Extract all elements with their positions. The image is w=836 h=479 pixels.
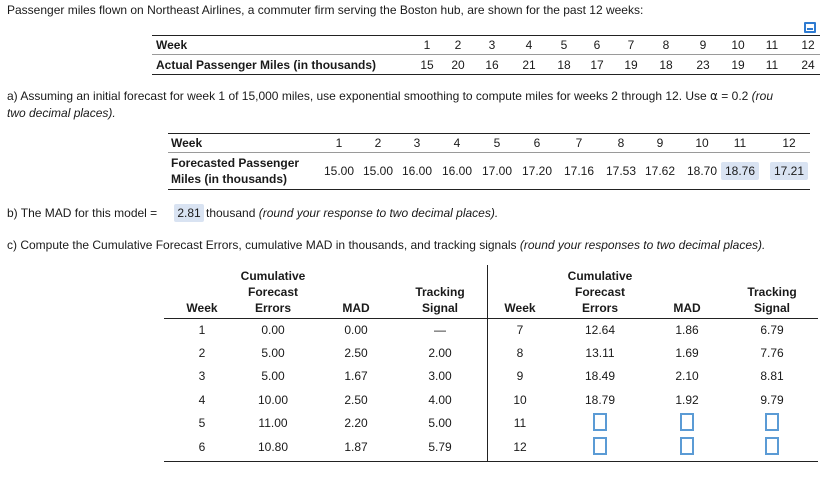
tracking-bottom-border xyxy=(164,461,818,462)
forecast-week-cell: 3 xyxy=(413,136,421,150)
week-number-cell: 11 xyxy=(765,38,779,52)
header-cfe-line2: Forecast xyxy=(574,285,626,299)
actual-miles-cell: 18 xyxy=(557,58,571,72)
forecast-value-cell: 17.16 xyxy=(563,164,595,178)
part-b-prefix: b) The MAD for this model = xyxy=(7,206,158,220)
table-center-divider xyxy=(487,265,488,461)
alpha-symbol: α xyxy=(710,89,718,103)
forecast-top-border xyxy=(168,133,810,134)
header-week: Week xyxy=(186,301,218,315)
actual-miles-cell: 19 xyxy=(624,58,638,72)
cfe-input[interactable] xyxy=(593,437,607,455)
forecast-value-cell: 16.00 xyxy=(441,164,473,178)
tracking-signal-input[interactable] xyxy=(765,437,779,455)
forecast-value-cell: 17.20 xyxy=(521,164,553,178)
row-tracking-signal: 2.00 xyxy=(428,346,452,360)
week-row-label: Week xyxy=(156,38,188,52)
actual-miles-row-label: Actual Passenger Miles (in thousands) xyxy=(156,58,377,72)
row-tracking-signal: 6.79 xyxy=(760,323,784,337)
actual-miles-cell: 24 xyxy=(801,58,815,72)
row-mad: 1.92 xyxy=(675,393,699,407)
week-number-cell: 1 xyxy=(423,38,431,52)
actual-miles-cell: 20 xyxy=(451,58,465,72)
row-week: 3 xyxy=(198,369,206,383)
part-c-main: c) Compute the Cumulative Forecast Errors, cumulative MAD in thousands, and tracking signals xyxy=(7,238,520,252)
row-cfe: 12.64 xyxy=(584,323,616,337)
row-cfe: 10.80 xyxy=(257,440,289,454)
part-b-tail xyxy=(206,206,498,220)
week-number-cell: 7 xyxy=(627,38,635,52)
row-week: 11 xyxy=(513,416,527,430)
actual-miles-cell: 17 xyxy=(590,58,604,72)
forecast-week-cell: 4 xyxy=(453,136,461,150)
header-cfe-line3: Errors xyxy=(581,301,619,315)
week-number-cell: 9 xyxy=(699,38,707,52)
row-week: 5 xyxy=(198,416,206,430)
row-mad: 2.50 xyxy=(344,346,368,360)
forecast-week-cell: 5 xyxy=(493,136,501,150)
forecast-answer-cell[interactable]: 18.76 xyxy=(721,162,759,180)
week-number-cell: 12 xyxy=(801,38,815,52)
row-tracking-signal: 5.00 xyxy=(428,416,452,430)
cfe-input[interactable] xyxy=(593,413,607,431)
row-tracking-signal: — xyxy=(434,323,446,337)
forecast-week-cell: 11 xyxy=(733,136,747,150)
row-week: 2 xyxy=(198,346,206,360)
actual-miles-cell: 18 xyxy=(659,58,673,72)
actual-miles-cell: 23 xyxy=(696,58,710,72)
row-cfe: 13.11 xyxy=(585,346,615,360)
row-tracking-signal: 3.00 xyxy=(428,369,452,383)
alpha-value: = 0.2 xyxy=(717,89,752,103)
row-tracking-signal: 8.81 xyxy=(760,369,784,383)
header-week: Week xyxy=(504,301,536,315)
forecast-value-cell: 18.70 xyxy=(686,164,718,178)
print-icon[interactable] xyxy=(804,22,816,33)
table-bottom-border xyxy=(152,74,820,75)
header-cfe-line1: Cumulative xyxy=(240,269,306,283)
table-top-border xyxy=(152,35,820,36)
forecast-week-cell: 9 xyxy=(656,136,664,150)
mad-input[interactable] xyxy=(680,413,694,431)
header-ts-line2: Signal xyxy=(421,301,458,315)
actual-miles-cell: 16 xyxy=(485,58,499,72)
forecast-value-cell: 17.53 xyxy=(605,164,637,178)
forecast-value-cell: 16.00 xyxy=(401,164,433,178)
forecast-value-cell: 17.62 xyxy=(644,164,676,178)
week-number-cell: 8 xyxy=(662,38,670,52)
forecast-week-cell: 7 xyxy=(575,136,583,150)
actual-miles-cell: 15 xyxy=(420,58,434,72)
row-cfe: 18.79 xyxy=(584,393,616,407)
week-number-cell: 10 xyxy=(731,38,745,52)
part-b-unit: thousand xyxy=(206,206,259,220)
row-cfe: 5.00 xyxy=(261,346,285,360)
part-a-text xyxy=(7,89,773,103)
week-number-cell: 2 xyxy=(454,38,462,52)
part-c-round-note: (round your responses to two decimal places). xyxy=(519,238,766,252)
row-week: 6 xyxy=(198,440,206,454)
forecast-label-line1: Forecasted Passenger xyxy=(171,156,300,170)
row-cfe: 18.49 xyxy=(584,369,616,383)
forecast-week-cell: 1 xyxy=(335,136,343,150)
forecast-label-line2: Miles (in thousands) xyxy=(171,172,288,186)
row-cfe: 10.00 xyxy=(257,393,289,407)
row-week: 9 xyxy=(516,369,524,383)
tracking-signal-input[interactable] xyxy=(765,413,779,431)
week-number-cell: 3 xyxy=(488,38,496,52)
intro-text: Passenger miles flown on Northeast Airlines, a commuter firm serving the Boston hub, are shown for the past 12 weeks: xyxy=(7,3,644,17)
table-row-divider xyxy=(152,54,820,55)
week-number-cell: 4 xyxy=(525,38,533,52)
row-cfe: 0.00 xyxy=(261,323,285,337)
row-week: 1 xyxy=(198,323,206,337)
row-tracking-signal: 4.00 xyxy=(428,393,452,407)
header-mad: MAD xyxy=(342,301,370,315)
row-week: 7 xyxy=(516,323,524,337)
header-underline xyxy=(164,318,818,319)
part-b-round-note: (round your response to two decimal places). xyxy=(258,206,499,220)
part-c-text xyxy=(7,238,765,252)
actual-miles-cell: 11 xyxy=(765,58,779,72)
forecast-week-cell: 6 xyxy=(533,136,541,150)
row-cfe: 11.00 xyxy=(258,416,288,430)
week-number-cell: 5 xyxy=(560,38,568,52)
forecast-bottom-border xyxy=(168,189,810,190)
forecast-week-cell: 10 xyxy=(695,136,709,150)
mad-answer[interactable]: 2.81 xyxy=(174,204,204,222)
week-number-cell: 6 xyxy=(593,38,601,52)
actual-miles-cell: 19 xyxy=(731,58,745,72)
row-mad: 1.69 xyxy=(675,346,699,360)
row-mad: 1.67 xyxy=(344,369,368,383)
row-mad: 2.10 xyxy=(675,369,699,383)
row-mad: 1.86 xyxy=(675,323,699,337)
row-week: 8 xyxy=(516,346,524,360)
row-tracking-signal: 5.79 xyxy=(428,440,452,454)
row-week: 12 xyxy=(513,440,527,454)
mad-input[interactable] xyxy=(680,437,694,455)
header-mad: MAD xyxy=(673,301,701,315)
row-tracking-signal: 7.76 xyxy=(760,346,784,360)
row-mad: 2.20 xyxy=(344,416,368,430)
part-a-round-note: (rou xyxy=(751,89,774,103)
forecast-value-cell: 17.00 xyxy=(481,164,513,178)
header-cfe-line2: Forecast xyxy=(247,285,299,299)
header-ts-line2: Signal xyxy=(753,301,790,315)
header-cfe-line1: Cumulative xyxy=(567,269,633,283)
forecast-week-cell: 12 xyxy=(782,136,796,150)
forecast-week-label: Week xyxy=(171,136,203,150)
header-cfe-line3: Errors xyxy=(254,301,292,315)
row-mad: 0.00 xyxy=(344,323,368,337)
forecast-row-divider xyxy=(168,152,810,153)
row-cfe: 5.00 xyxy=(261,369,285,383)
row-week: 10 xyxy=(513,393,527,407)
header-ts-line1: Tracking xyxy=(747,285,797,299)
actual-miles-cell: 21 xyxy=(522,58,536,72)
row-mad: 2.50 xyxy=(344,393,368,407)
forecast-value-cell: 15.00 xyxy=(323,164,355,178)
forecast-value-cell: 15.00 xyxy=(362,164,394,178)
part-b-text xyxy=(7,206,157,220)
row-mad: 1.87 xyxy=(344,440,368,454)
forecast-week-cell: 8 xyxy=(617,136,625,150)
header-ts-line1: Tracking xyxy=(415,285,465,299)
part-a-main: a) Assuming an initial forecast for week 1 of 15,000 miles, use exponential smoothing to compute miles for weeks 2 through 12. Use xyxy=(7,89,711,103)
row-tracking-signal: 9.79 xyxy=(760,393,784,407)
row-week: 4 xyxy=(198,393,206,407)
forecast-week-cell: 2 xyxy=(374,136,382,150)
part-a-line2: two decimal places). xyxy=(7,106,116,120)
forecast-answer-cell[interactable]: 17.21 xyxy=(770,162,808,180)
